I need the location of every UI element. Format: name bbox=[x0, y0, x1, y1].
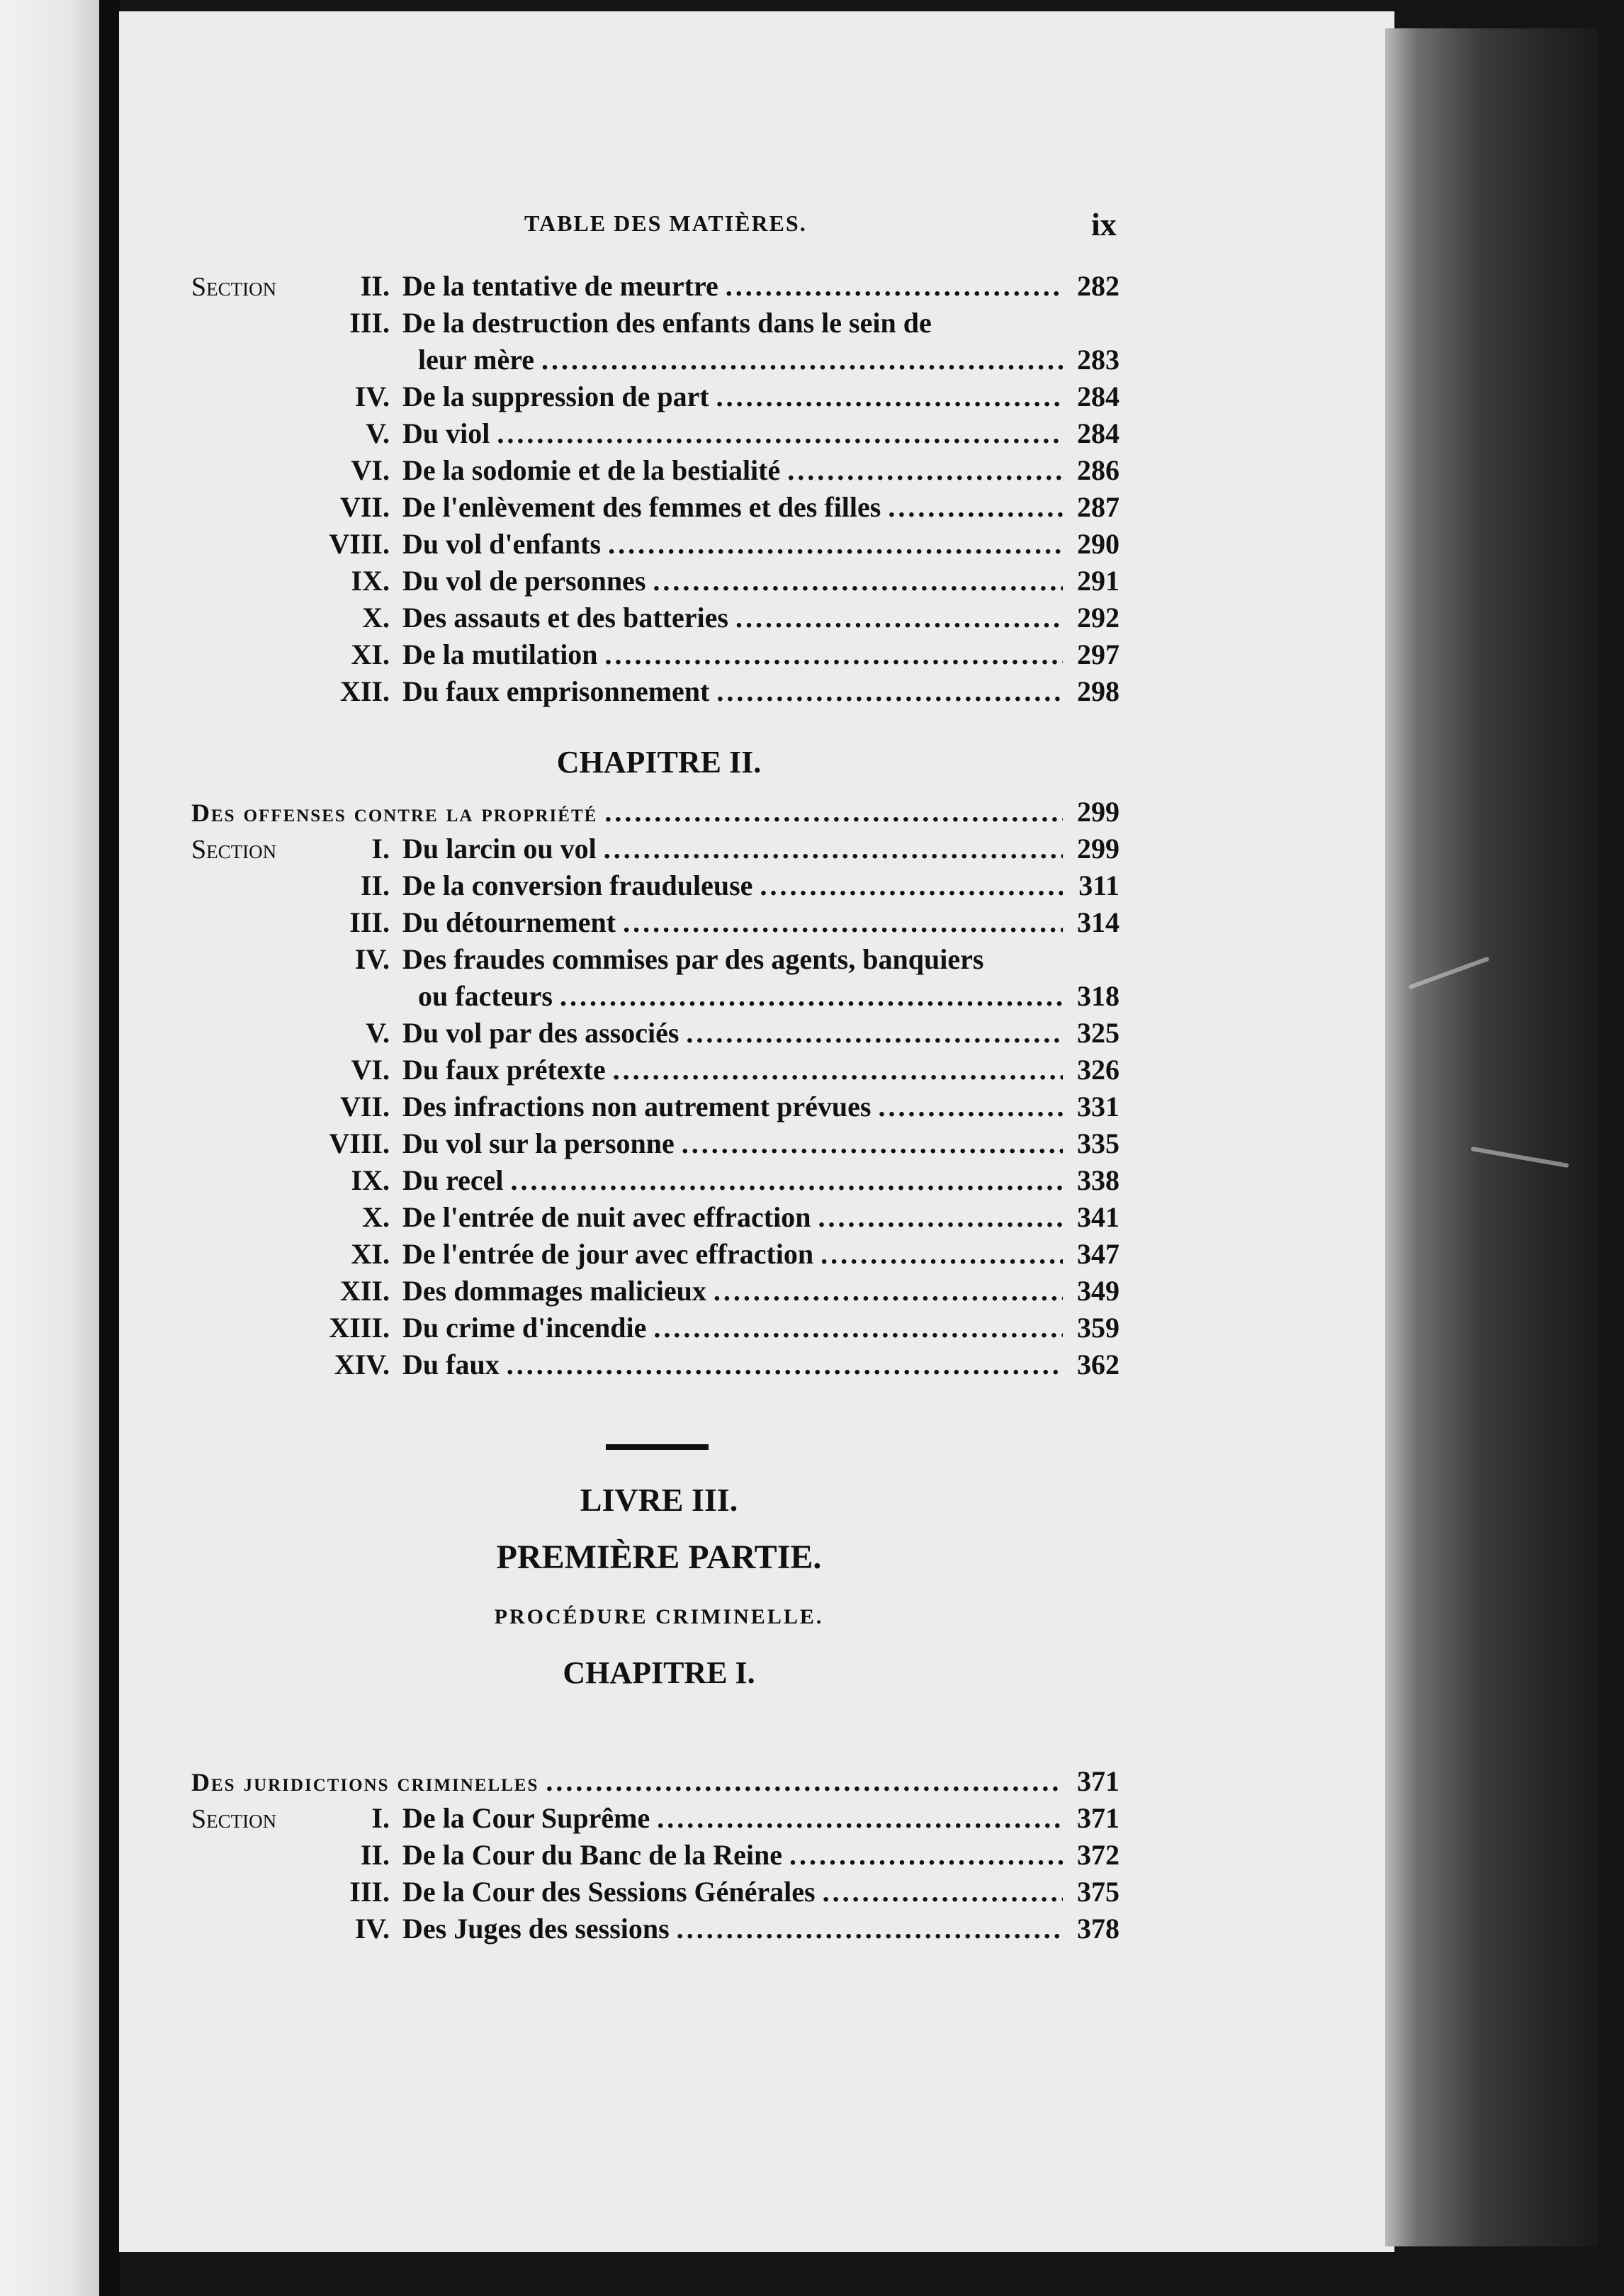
toc-entry bbox=[191, 454, 1120, 490]
toc-entry-title: Du vol par des associés bbox=[402, 1017, 680, 1049]
toc-entry-page: 359 bbox=[1077, 1312, 1120, 1344]
leader-dots bbox=[677, 1912, 1063, 1945]
section-number: VI. bbox=[351, 1054, 390, 1086]
section-number: X. bbox=[362, 1201, 390, 1233]
toc-entry bbox=[191, 1164, 1120, 1200]
toc-entry-page: 371 bbox=[1077, 1765, 1120, 1797]
toc-entry bbox=[191, 1311, 1120, 1348]
toc-entry-title: De la tentative de meurtre bbox=[402, 270, 718, 302]
toc-entry-page: 292 bbox=[1077, 602, 1120, 634]
toc-entry-title: Des juridictions criminelles bbox=[191, 1768, 539, 1796]
toc-entry-page: 299 bbox=[1077, 833, 1120, 865]
toc-entry-title: Du crime d'incendie bbox=[402, 1312, 647, 1344]
page-fore-edge bbox=[1385, 28, 1598, 2246]
livre-heading: LIVRE III. bbox=[580, 1482, 738, 1518]
chapter-heading: CHAPITRE I. bbox=[563, 1655, 755, 1690]
toc-entry bbox=[191, 343, 1120, 380]
toc-entry: Section II. De la tentative de meurtre ..... 282 bbox=[191, 269, 1120, 306]
section-number: VIII. bbox=[329, 528, 390, 560]
subtitle: PROCÉDURE CRIMINELLE. bbox=[494, 1605, 824, 1628]
section-number: III. bbox=[349, 307, 390, 339]
section-number: IV. bbox=[354, 381, 390, 412]
toc-entry bbox=[191, 638, 1120, 675]
section-number: I. bbox=[371, 833, 390, 865]
section-number: X. bbox=[362, 602, 390, 634]
toc-entry-title: De la destruction des enfants dans le sein de bbox=[402, 307, 932, 339]
leader-dots bbox=[541, 343, 1063, 376]
toc-entry bbox=[191, 1348, 1120, 1385]
section-number: II. bbox=[360, 270, 390, 302]
partie-heading: PREMIÈRE PARTIE. bbox=[496, 1538, 822, 1576]
section-number: V. bbox=[366, 1017, 390, 1049]
toc-entry bbox=[191, 1200, 1120, 1237]
toc-entry-title: Des offenses contre la propriété bbox=[191, 799, 598, 827]
section-number: I. bbox=[371, 1802, 390, 1834]
leader-dots bbox=[888, 490, 1063, 524]
toc-entry-page: 298 bbox=[1077, 675, 1120, 707]
toc-entry-title: Des assauts et des batteries bbox=[402, 602, 728, 634]
section-number: IX. bbox=[351, 565, 390, 597]
leader-dots bbox=[686, 1016, 1063, 1049]
toc-entry bbox=[191, 1274, 1120, 1311]
leader-dots bbox=[787, 454, 1063, 487]
leader-dots bbox=[714, 1274, 1063, 1307]
toc-entry bbox=[191, 564, 1120, 601]
toc-entry-page: 338 bbox=[1077, 1164, 1120, 1196]
book-gutter bbox=[99, 0, 120, 2296]
leader-dots bbox=[823, 1875, 1063, 1908]
toc-entry-title: Du vol sur la personne bbox=[402, 1127, 675, 1159]
toc-entry-page: 283 bbox=[1077, 344, 1120, 376]
toc-entry bbox=[191, 527, 1120, 564]
section-number: VII. bbox=[339, 1091, 390, 1122]
edge-scratch bbox=[1409, 957, 1490, 990]
edge-scratch bbox=[1471, 1147, 1569, 1168]
toc-entry bbox=[191, 380, 1120, 417]
toc-entry-page: 311 bbox=[1078, 870, 1120, 901]
toc-entry-title: De la sodomie et de la bestialité bbox=[402, 454, 781, 486]
running-head: TABLE DES MATIÈRES. bbox=[524, 210, 807, 236]
section-number: III. bbox=[349, 906, 390, 938]
leader-dots bbox=[608, 527, 1063, 561]
section-number: II. bbox=[360, 870, 390, 901]
toc-entry bbox=[191, 490, 1120, 527]
toc-entry-title: ou facteurs bbox=[418, 980, 553, 1012]
toc-entry: Section I. De la Cour Suprême ..... 371 bbox=[191, 1801, 1120, 1838]
leader-dots bbox=[653, 564, 1063, 597]
toc-entry-page: 372 bbox=[1077, 1839, 1120, 1871]
toc-entry bbox=[191, 1016, 1120, 1053]
leader-dots bbox=[682, 1127, 1063, 1160]
toc-entry-page: 284 bbox=[1077, 381, 1120, 412]
toc-entry bbox=[191, 1053, 1120, 1090]
leader-dots bbox=[560, 979, 1063, 1013]
leader-dots bbox=[789, 1838, 1063, 1872]
section-number: VI. bbox=[351, 454, 390, 486]
toc-entry: Section I. Du larcin ou vol ..... 299 bbox=[191, 832, 1120, 869]
leader-dots bbox=[546, 1765, 1063, 1798]
toc-entry-page: 347 bbox=[1077, 1238, 1120, 1270]
toc-entry bbox=[191, 675, 1120, 711]
toc-entry-page: 314 bbox=[1077, 906, 1120, 938]
toc-entry-title: De la conversion frauduleuse bbox=[402, 870, 753, 901]
section-number: IV. bbox=[354, 943, 390, 975]
toc-entry-title: Du larcin ou vol bbox=[402, 833, 597, 865]
toc-entry bbox=[191, 906, 1120, 942]
toc-entry-title: Des infractions non autrement prévues bbox=[402, 1091, 872, 1122]
toc-entry-page: 287 bbox=[1077, 491, 1120, 523]
toc-entry-title: De l'enlèvement des femmes et des filles bbox=[402, 491, 881, 523]
toc-entry-title: Du viol bbox=[402, 417, 490, 449]
toc-entry-title: De la mutilation bbox=[402, 638, 598, 670]
leader-dots bbox=[735, 601, 1063, 634]
toc-entry-title: Du détournement bbox=[402, 906, 616, 938]
section-number: XII. bbox=[339, 1275, 390, 1307]
section-number: XI. bbox=[351, 638, 390, 670]
leader-dots bbox=[760, 869, 1063, 902]
toc-entry-title: De la Cour des Sessions Générales bbox=[402, 1876, 816, 1908]
toc-entry-page: 341 bbox=[1077, 1201, 1120, 1233]
toc-entry-title: leur mère bbox=[418, 344, 535, 376]
leader-dots bbox=[613, 1053, 1063, 1086]
leader-dots bbox=[605, 638, 1063, 671]
toc-entry-page: 362 bbox=[1077, 1349, 1120, 1380]
toc-entry-title: Des fraudes commises par des agents, banquiers bbox=[402, 943, 984, 975]
toc-entry-page: 325 bbox=[1077, 1017, 1120, 1049]
section-divider-rule bbox=[606, 1444, 709, 1450]
toc-entry-page: 290 bbox=[1077, 528, 1120, 560]
leader-dots bbox=[818, 1200, 1063, 1234]
toc-entry-page: 299 bbox=[1077, 796, 1120, 828]
leader-dots bbox=[497, 417, 1063, 450]
toc-entry-page: 326 bbox=[1077, 1054, 1120, 1086]
toc-entry-title: Du vol d'enfants bbox=[402, 528, 602, 560]
toc-entry-page: 331 bbox=[1077, 1091, 1120, 1122]
toc-entry-title: Du vol de personnes bbox=[402, 565, 646, 597]
leader-dots bbox=[716, 380, 1063, 413]
toc-entry-page: 318 bbox=[1077, 980, 1120, 1012]
toc-entry bbox=[191, 417, 1120, 454]
toc-entry-title: De la suppression de part bbox=[402, 381, 709, 412]
leader-dots bbox=[726, 269, 1063, 303]
toc-entry bbox=[191, 1912, 1120, 1949]
toc-entry bbox=[191, 979, 1120, 1016]
toc-entry-title: Du faux emprisonnement bbox=[402, 675, 710, 707]
section-number: VII. bbox=[339, 491, 390, 523]
page-number: ix bbox=[1091, 206, 1117, 242]
toc-entry-page: 349 bbox=[1077, 1275, 1120, 1307]
section-number: XII. bbox=[339, 675, 390, 707]
section-number: VIII. bbox=[329, 1127, 390, 1159]
toc-entry-page: 375 bbox=[1077, 1876, 1120, 1908]
toc-entry-title: De l'entrée de nuit avec effraction bbox=[402, 1201, 811, 1233]
section-number: XIII. bbox=[329, 1312, 390, 1344]
facing-page-edge bbox=[0, 0, 99, 2296]
toc-entry bbox=[191, 601, 1120, 638]
toc-entry-page: 282 bbox=[1077, 270, 1120, 302]
leader-dots bbox=[653, 1311, 1063, 1344]
toc-entry bbox=[191, 942, 1120, 979]
leader-dots bbox=[604, 795, 1063, 828]
toc-entry bbox=[191, 1765, 1120, 1801]
toc-entry-page: 284 bbox=[1077, 417, 1120, 449]
toc-entry-page: 371 bbox=[1077, 1802, 1120, 1834]
chapter-heading: CHAPITRE II. bbox=[556, 745, 762, 780]
toc-entry bbox=[191, 306, 1120, 343]
toc-entry-page: 297 bbox=[1077, 638, 1120, 670]
toc-entry-title: De l'entrée de jour avec effraction bbox=[402, 1238, 814, 1270]
leader-dots bbox=[604, 832, 1063, 865]
toc-entry-page: 286 bbox=[1077, 454, 1120, 486]
toc-entry-page: 335 bbox=[1077, 1127, 1120, 1159]
toc-entry bbox=[191, 869, 1120, 906]
section-number: XIV. bbox=[334, 1349, 390, 1380]
toc-entry-title: Du faux bbox=[402, 1349, 500, 1380]
toc-entry bbox=[191, 1127, 1120, 1164]
toc-entry bbox=[191, 1875, 1120, 1912]
toc-entry-title: De la Cour du Banc de la Reine bbox=[402, 1839, 782, 1871]
toc-entry-page: 291 bbox=[1077, 565, 1120, 597]
leader-dots bbox=[623, 906, 1063, 939]
toc-entry-title: De la Cour Suprême bbox=[402, 1802, 650, 1834]
toc-entry-title: Des Juges des sessions bbox=[402, 1913, 670, 1945]
toc-entry-title: Du faux prétexte bbox=[402, 1054, 606, 1086]
toc-entry bbox=[191, 1090, 1120, 1127]
toc-entry bbox=[191, 1838, 1120, 1875]
section-number: V. bbox=[366, 417, 390, 449]
leader-dots bbox=[511, 1164, 1063, 1197]
leader-dots bbox=[878, 1090, 1063, 1123]
section-number: IV. bbox=[354, 1913, 390, 1945]
leader-dots bbox=[657, 1801, 1063, 1835]
leader-dots bbox=[821, 1237, 1063, 1271]
section-number: II. bbox=[360, 1839, 390, 1871]
section-number: III. bbox=[349, 1876, 390, 1908]
section-number: XI. bbox=[351, 1238, 390, 1270]
toc-entry bbox=[191, 795, 1120, 832]
toc-entry-page: 378 bbox=[1077, 1913, 1120, 1945]
toc-entry bbox=[191, 1237, 1120, 1274]
leader-dots bbox=[507, 1348, 1063, 1381]
section-number: IX. bbox=[351, 1164, 390, 1196]
leader-dots bbox=[716, 675, 1063, 708]
toc-entry-title: Des dommages malicieux bbox=[402, 1275, 706, 1307]
toc-entry-title: Du recel bbox=[402, 1164, 504, 1196]
